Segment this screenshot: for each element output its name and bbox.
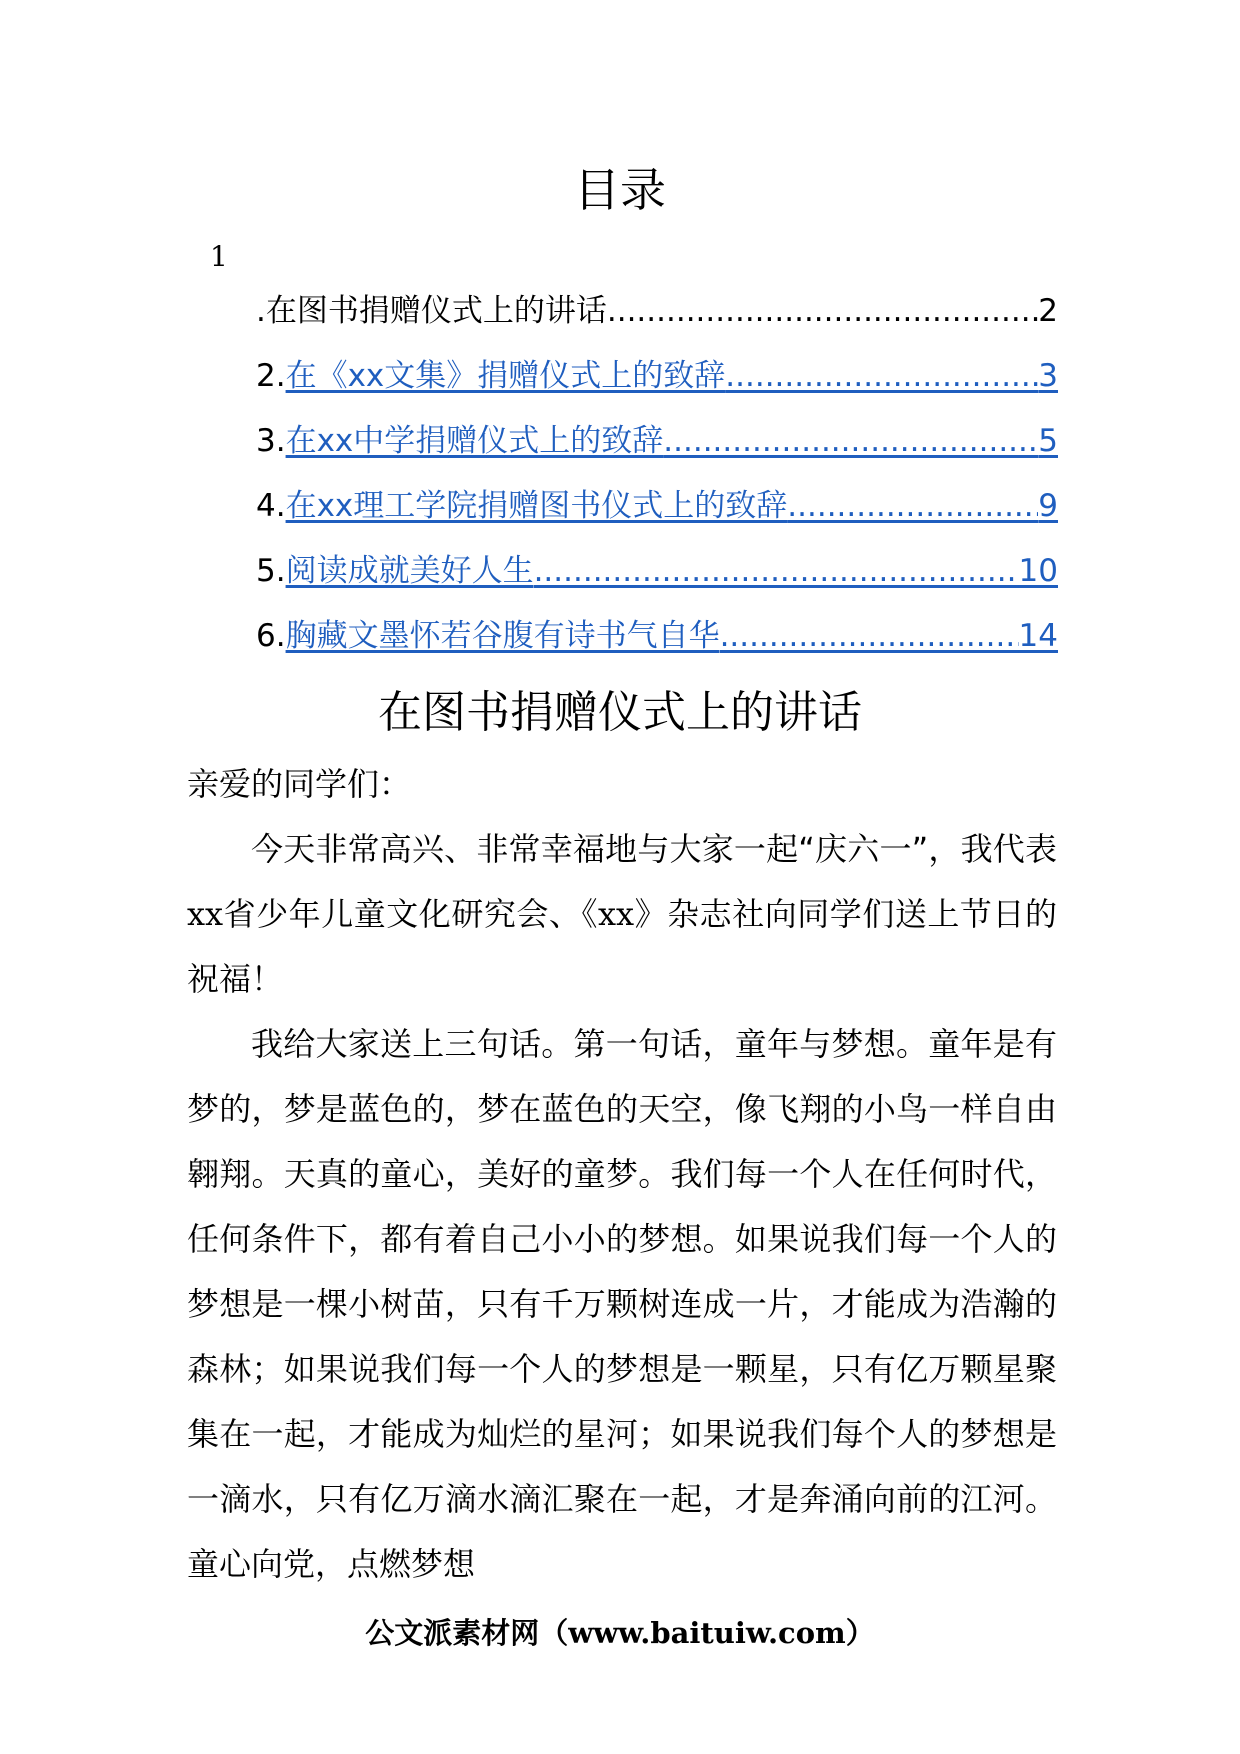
paragraph: [187, 817, 1057, 1012]
toc-dot-leader: [720, 615, 1019, 657]
toc-item-link[interactable]: [286, 420, 1058, 462]
article-body: [187, 752, 1057, 1597]
paragraph-text: 》杂志社向同学们送上节日的祝福！: [187, 895, 1057, 998]
article-title: 在图书捐赠仪式上的讲话: [378, 687, 862, 738]
footer-watermark: 公文派素材网（www.baituiw.com）: [365, 1616, 875, 1650]
toc-item-page: 14: [1018, 618, 1058, 654]
toc-item[interactable]: [256, 420, 1058, 485]
toc-dot-leader: [725, 355, 1038, 397]
toc-item-number: .: [256, 293, 266, 329]
toc-item-link[interactable]: [286, 615, 1058, 657]
table-of-contents: [256, 290, 1058, 680]
toc-dot-leader: [787, 485, 1038, 527]
toc-item-link[interactable]: [266, 290, 1058, 332]
toc-item-title: 阅读成就美好人生: [285, 553, 534, 589]
toc-first-number: 1: [210, 240, 228, 273]
paragraph-text: 省少年儿童文化研究会、《: [223, 895, 598, 933]
toc-item-page: 5: [1038, 423, 1058, 459]
toc-item-number: 6.: [256, 618, 286, 654]
paragraph-text: xx: [187, 895, 224, 933]
toc-dot-leader: [663, 420, 1038, 462]
toc-item-title: 在xx中学捐赠仪式上的致辞: [285, 423, 664, 459]
toc-item-number: 3.: [256, 423, 286, 459]
toc-item-title: 在《xx文集》捐赠仪式上的致辞: [285, 358, 726, 394]
toc-item-page: 2: [1038, 293, 1058, 329]
toc-item-link[interactable]: [286, 485, 1058, 527]
toc-item-title: 在xx理工学院捐赠图书仪式上的致辞: [285, 488, 788, 524]
toc-item[interactable]: [256, 550, 1058, 615]
toc-item-page: 10: [1018, 553, 1058, 589]
toc-item-link[interactable]: [286, 355, 1058, 397]
toc-item-page: 3: [1038, 358, 1058, 394]
toc-item-number: 2.: [256, 358, 286, 394]
toc-item[interactable]: [256, 355, 1058, 420]
toc-item-link[interactable]: [286, 550, 1058, 592]
toc-item[interactable]: [256, 290, 1058, 355]
toc-item-page: 9: [1038, 488, 1058, 524]
toc-title: 目录: [574, 163, 666, 217]
paragraph: 我给大家送上三句话。第一句话，童年与梦想。童年是有梦的，梦是蓝色的，梦在蓝色的天空，像飞翔的小鸟一样自由翱翔。天真的童心，美好的童梦。我们每一个人在任何时代，任何条件下，都有着自己小小的梦想。如果说我们每一个人的梦想是一棵小树苗，只有千万颗树连成一片，才能成为浩瀚的森林；如果说我们每一个人的梦想是一颗星，只有亿万颗星聚集在一起，才能成为灿烂的星河；如果说我们每个人的梦想是一滴水，只有亿万滴水滴汇聚在一起，才是奔涌向前的江河。童心向党，点燃梦想: [187, 1025, 1057, 1583]
toc-dot-leader: [534, 550, 1019, 592]
paragraph-text: 今天非常高兴、非常幸福地与大家一起“庆六一”，我代表: [251, 830, 1057, 868]
toc-item-title: 胸藏文墨怀若谷腹有诗书气自华: [285, 618, 720, 654]
toc-item[interactable]: [256, 615, 1058, 680]
toc-item-title: 在图书捐赠仪式上的讲话: [265, 293, 607, 329]
salutation: 亲爱的同学们：: [187, 765, 412, 803]
toc-item-number: 5.: [256, 553, 286, 589]
toc-item-number: 4.: [256, 488, 286, 524]
toc-item[interactable]: [256, 485, 1058, 550]
paragraph-text: xx: [598, 895, 635, 933]
toc-dot-leader: [607, 290, 1038, 332]
